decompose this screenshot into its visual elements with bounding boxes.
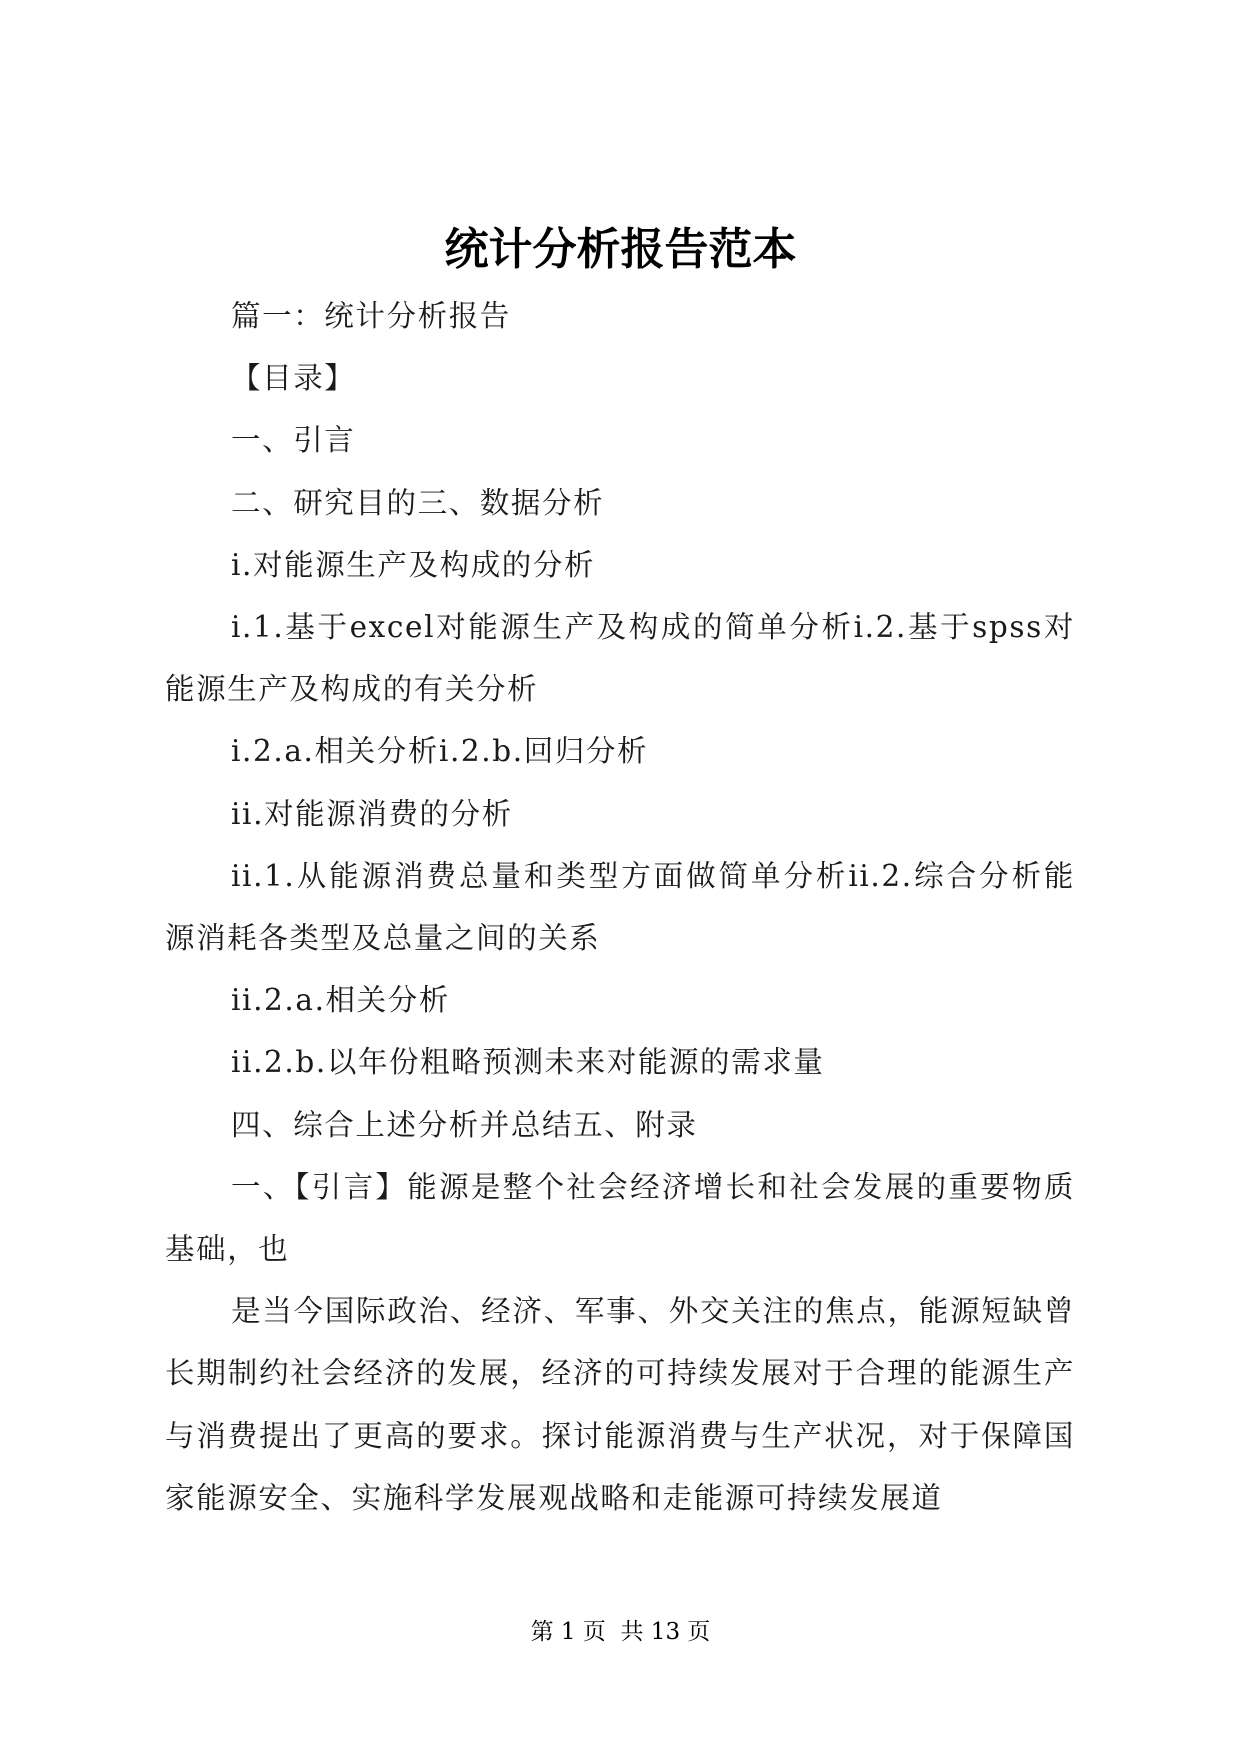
toc-item: ii.对能源消费的分析: [231, 796, 513, 831]
document-body: [165, 285, 1075, 1529]
footer-spacer: [606, 1619, 621, 1645]
toc-item: ii.2.b.以年份粗略预测未来对能源的需求量: [231, 1045, 825, 1080]
toc-item: i.对能源生产及构成的分析: [231, 547, 596, 582]
page-footer: [0, 1617, 1241, 1647]
toc-heading: 【目录】: [231, 361, 356, 396]
section-heading: 篇一：统计分析报告: [231, 299, 511, 333]
toc-item: ii.2.a.相关分析: [231, 983, 450, 1018]
toc-item: ii.1.从能源消费总量和类型方面做简单分析ii.2.综合分析能源消耗各类型及总量之间的关系: [165, 858, 1075, 956]
page-title: 统计分析报告范本: [444, 224, 797, 275]
page-number: 第 1 页: [530, 1619, 606, 1645]
toc-item: 二、研究目的三、数据分析: [231, 485, 605, 520]
toc-item: i.2.a.相关分析i.2.b.回归分析: [231, 734, 649, 769]
toc-item: 四、综合上述分析并总结五、附录: [231, 1107, 698, 1142]
toc-item: i.1.基于excel对能源生产及构成的简单分析i.2.基于spss对能源生产及构成的有关分析: [165, 610, 1075, 707]
page-total: 共 13 页: [620, 1619, 711, 1645]
body-paragraph: 一、【引言】能源是整个社会经济增长和社会发展的重要物质基础，也: [165, 1169, 1075, 1267]
body-paragraph: 是当今国际政治、经济、军事、外交关注的焦点，能源短缺曾长期制约社会经济的发展，经济的可持续发展对于合理的能源生产与消费提出了更高的要求。探讨能源消费与生产状况，对于保障国家能源安全、实施科学发展观战略和走能源可持续发展道: [165, 1294, 1075, 1515]
toc-item: 一、引言: [231, 423, 356, 458]
